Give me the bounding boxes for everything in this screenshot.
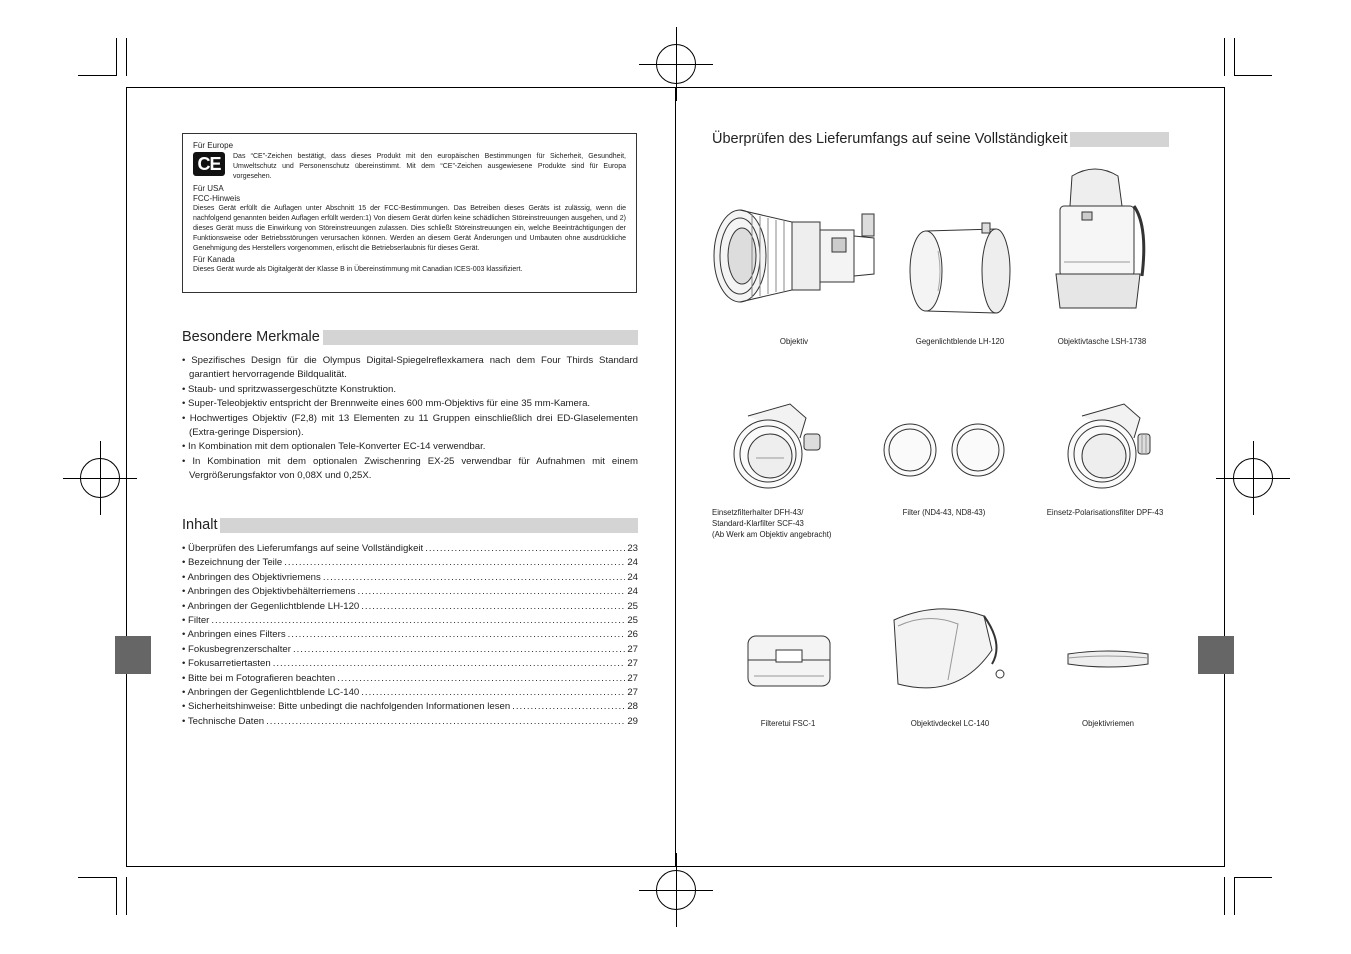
filter-holder-illustration [726, 398, 826, 490]
side-tab-right [1198, 636, 1234, 674]
heading-bar [323, 330, 638, 345]
toc-page-number: 24 [627, 557, 638, 569]
features-title: Besondere Merkmale [182, 329, 320, 345]
usa-label: Für USA [193, 183, 224, 193]
europe-label: Für Europe [193, 141, 234, 150]
registration-mark [1233, 458, 1273, 498]
toc-entry-title: • Überprüfen des Lieferumfangs auf seine Vollständigkeit [182, 543, 424, 554]
toc-entry-title: • Fokusbegrenzerschalter [182, 643, 291, 655]
toc-page-number: 25 [627, 615, 638, 627]
toc-leader-dots [293, 643, 625, 657]
toc-entry-title: • Technische Daten [182, 715, 265, 727]
fcc-label: FCC-Hinweis [193, 193, 241, 203]
toc-leader-dots [323, 571, 626, 585]
toc-page-number: 27 [627, 687, 638, 699]
canada-text: Dieses Gerät wurde als Digitalgerät der Klasse B in Übereinstimmung mit Canadian ICES-003 klassifiziert. [193, 265, 523, 273]
filter-case-illustration [746, 632, 832, 690]
caption-objektivtasche: Objektivtasche LSH-1738 [1057, 337, 1147, 346]
caption-polarisationsfilter: Einsetz-Polarisationsfilter DPF-43 [1046, 508, 1164, 517]
toc-leader-dots [361, 686, 625, 700]
toc-entry-title: • Anbringen des Objektivbehälterriemens [182, 586, 356, 598]
toc-entry [182, 571, 638, 585]
filters-illustration [882, 422, 1006, 478]
toc-entry-title: • Anbringen der Gegenlichtblende LH-120 [182, 600, 360, 612]
package-title: Überprüfen des Lieferumfangs auf seine Vollständigkeit [712, 131, 1068, 147]
caption-gegenlichtblende: Gegenlichtblende LH-120 [915, 337, 1005, 346]
caption-filter: Filter (ND4-43, ND8-43) [902, 508, 986, 517]
toc-entry [182, 700, 638, 714]
feature-item: • Super-Teleobjektiv entspricht der Brennweite eines 600 mm-Objektivs für eine 35 mm-Kamera. [182, 398, 591, 410]
toc-entry-title: • Bezeichnung der Teile [182, 557, 283, 569]
caption-objektivdeckel: Objektivdeckel LC-140 [910, 719, 990, 728]
toc-entry [182, 585, 638, 599]
ce-mark-icon: CE [193, 152, 225, 176]
toc-page-number: 27 [627, 643, 638, 655]
registration-mark [656, 44, 696, 84]
toc-leader-dots [266, 715, 625, 729]
toc-leader-dots [361, 600, 625, 614]
toc-page-number: 27 [627, 672, 638, 684]
contents-title: Inhalt [182, 517, 218, 533]
regulatory-notice-box [182, 133, 637, 293]
lens-illustration [712, 208, 882, 304]
features-list [182, 354, 638, 484]
toc-entry [182, 715, 638, 729]
toc-entry [182, 686, 638, 700]
toc-entry-title: • Fokusarretiertasten [182, 658, 271, 670]
toc-page-number: 29 [627, 715, 638, 727]
lens-hood-illustration [908, 221, 1014, 315]
toc-entry-title: • Sicherheitshinweise: Bitte unbedingt die nachfolgenden Informationen lesen [182, 701, 511, 713]
toc-page-number: 24 [627, 586, 638, 598]
caption-objektivriemen: Objektivriemen [1082, 719, 1134, 728]
toc-leader-dots [211, 614, 625, 628]
feature-item: • Spezifisches Design für die Olympus Digital-Spiegelreflexkamera nach dem Four Thirds Standard garantiert hervorragende Bildqualität. [182, 355, 638, 381]
caption-einsetzfilterhalter: Einsetzfilterhalter DFH-43/ Standard-Klarfilter SCF-43 (Ab Werk am Objektiv angebracht) [712, 508, 832, 539]
feature-item: • In Kombination mit dem optionalen Zwischenring EX-25 verwendbar für Aufnahmen mit einem Vergrößerungsfaktor von 0,08X und 0,25X. [182, 455, 638, 482]
toc-leader-dots [284, 556, 625, 570]
registration-mark [80, 458, 120, 498]
contents-heading [182, 517, 638, 533]
lens-case-illustration [1050, 166, 1150, 314]
toc-entry [182, 628, 638, 642]
toc-entry [182, 614, 638, 628]
lens-strap-illustration [1064, 646, 1152, 670]
toc-page-number: 27 [627, 658, 638, 670]
heading-bar [220, 518, 638, 533]
toc-entry [182, 643, 638, 657]
toc-entry-title: • Anbringen des Objektivriemens [182, 571, 321, 583]
canada-label: Für Kanada [193, 254, 235, 264]
toc-page-number: 23 [627, 543, 638, 554]
toc-leader-dots [425, 542, 625, 556]
registration-mark [656, 870, 696, 910]
toc-entry [182, 657, 638, 671]
feature-item: • In Kombination mit dem optionalen Tele-Konverter EC-14 verwendbar. [182, 441, 486, 453]
toc-entry-title: • Filter [182, 615, 210, 627]
caption-filteretui: Filteretui FSC-1 [760, 719, 816, 728]
package-heading [712, 131, 1169, 147]
side-tab-left [115, 636, 151, 674]
toc-entry-title: • Bitte bei m Fotografieren beachten [182, 672, 336, 684]
lens-cap-illustration [888, 604, 1012, 696]
fcc-text: Dieses Gerät erfüllt die Auflagen unter Abschnitt 15 der FCC-Bestimmungen. Das Betreiben dieses Geräts ist zulässig, wenn die nachfolgend genannten beiden Auflagen erfüllt werden:1) Von diesem Gerät dürfen keine schädlichen Störeinstreuungen ausgehen, und 2) dieses Gerät muss die Einwirkung von Störeinstreuungen zulassen. Dies schließt Störeinstreuungen ein, welche Beeinträchtigungen der Funktionsweise oder Betriebsstörungen verursachen können. Werden an diesem Gerät Änderungen und Umbauten ohne ausdrückliche Genehmigung des Herstellers vorgenommen, erlischt die Betriebserlaubnis für dieses Gerät. [193, 204, 626, 253]
feature-item: • Staub- und spritzwassergeschützte Konstruktion. [182, 383, 396, 395]
toc-entry [182, 556, 638, 570]
toc-page-number: 25 [627, 600, 638, 612]
toc-entry [182, 672, 638, 686]
table-of-contents [182, 542, 638, 729]
toc-page-number: 26 [627, 629, 638, 641]
toc-leader-dots [273, 657, 626, 671]
features-heading [182, 329, 638, 345]
caption-objektiv: Objektiv [779, 337, 809, 346]
heading-bar [1070, 132, 1169, 147]
toc-leader-dots [512, 700, 625, 714]
toc-page-number: 24 [627, 571, 638, 583]
feature-item: • Hochwertiges Objektiv (F2,8) mit 13 Elementen zu 11 Gruppen einschließlich drei ED-Glaselementen (Extra-geringe Dispersion). [182, 412, 638, 439]
toc-entry-title: • Anbringen der Gegenlichtblende LC-140 [182, 687, 360, 699]
toc-page-number: 28 [627, 701, 638, 713]
toc-entry [182, 600, 638, 614]
toc-leader-dots [357, 585, 625, 599]
toc-entry-title: • Anbringen eines Filters [182, 629, 286, 641]
toc-entry [182, 542, 638, 556]
toc-leader-dots [288, 628, 626, 642]
toc-leader-dots [337, 672, 625, 686]
europe-text: Das “CE”-Zeichen bestätigt, dass dieses Produkt mit den europäischen Bestimmungen für Sicherheit, Gesundheit, Umweltschutz und Personenschutz übereinstimmt. Mit dem “CE”-Zeichen ausgewiesene Produkte sind für Europa vorgesehen. [233, 153, 626, 181]
polarizing-filter-illustration [1060, 398, 1164, 490]
